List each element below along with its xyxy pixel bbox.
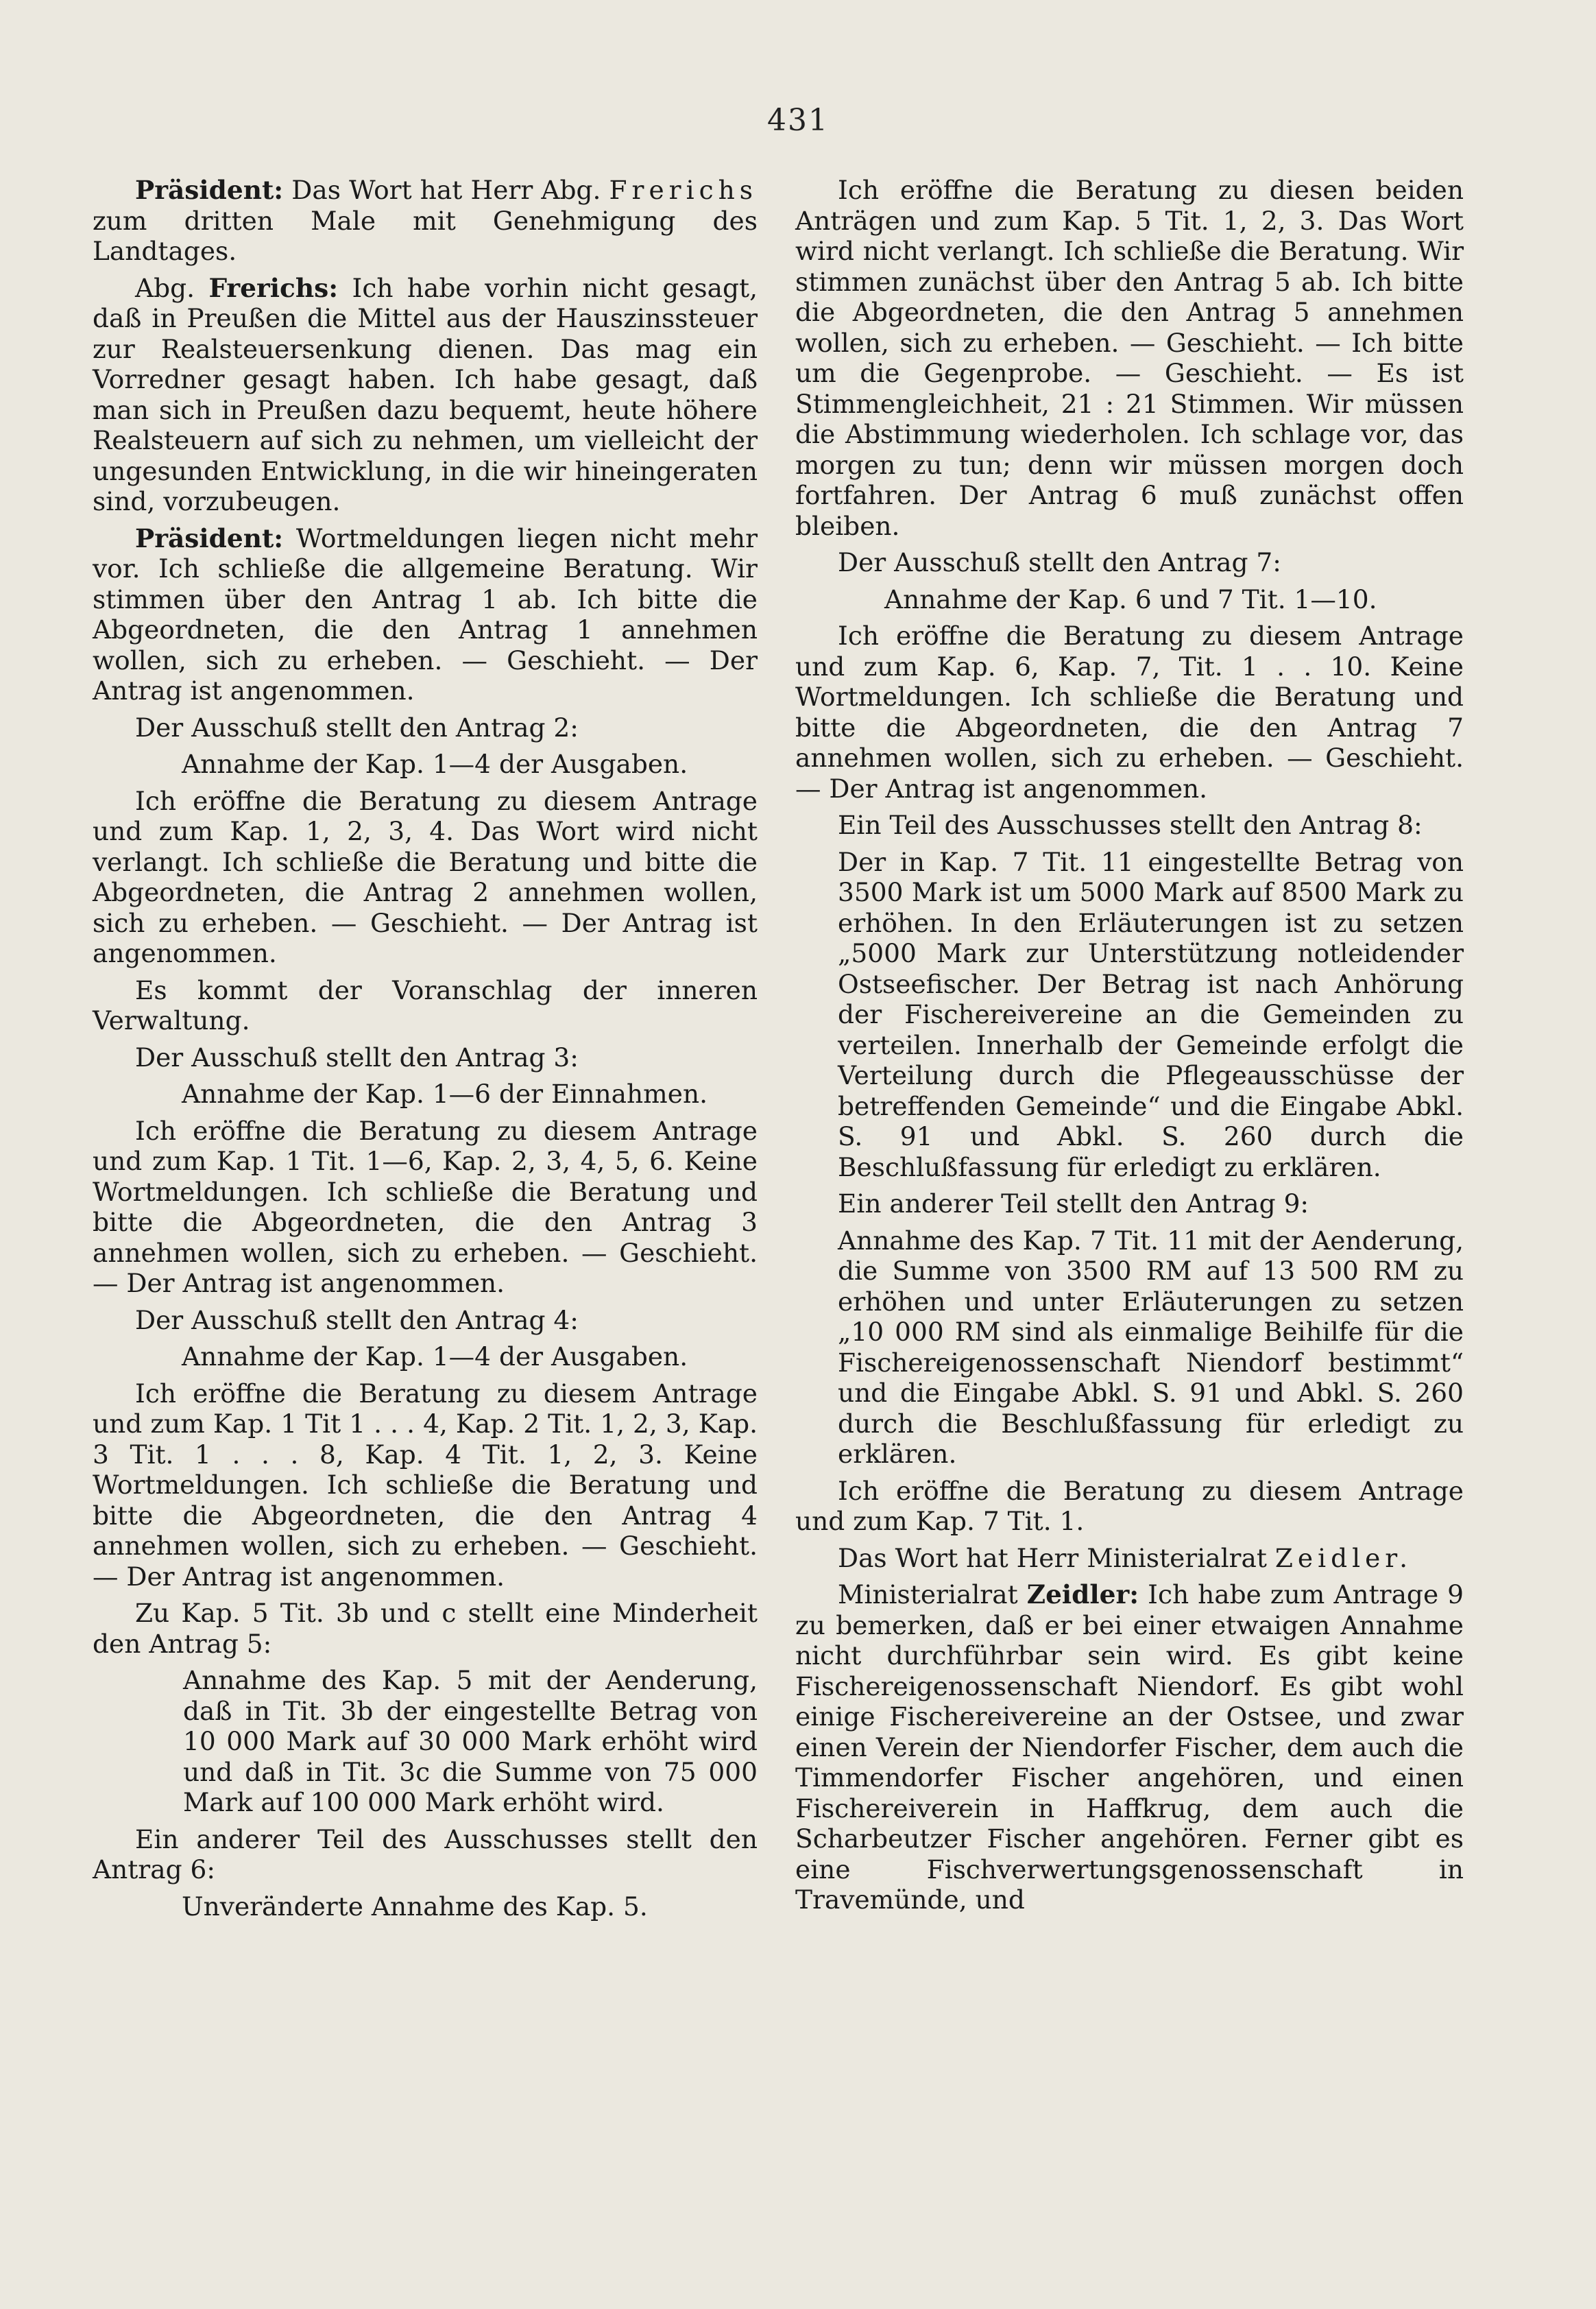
- motion-text: Annahme der Kap. 1—4 der Ausgaben.: [182, 749, 688, 779]
- left-column: [93, 175, 758, 1928]
- paragraph: Es kommt der Voranschlag der inneren Verwaltung.: [93, 974, 758, 1036]
- paragraph: Ich eröffne die Beratung zu diesen beiden Anträgen und zum Kap. 5 Tit. 1, 2, 3. Das Wort wird nicht verlangt. Ich schließe die Beratung. Wir stimmen zunächst über den Antrag 5 ab. Ich bitte die Abgeordneten, die den Antrag 5 annehmen wollen, sich zu erheben. — Geschieht. — Ich bitte um die Gegenprobe. — Geschieht. — Es ist Stimmengleichheit, 21 : 21 Stimmen. Wir müssen die Abstimmung wiederholen. Ich schlage vor, das morgen zu tun; denn wir müssen morgen doch fortfahren. Der Antrag 6 muß zunächst offen bleiben.: [795, 175, 1464, 541]
- motion-text: Unveränderte Annahme des Kap. 5.: [182, 1891, 648, 1922]
- paragraph: Präsident: Wortmeldungen liegen nicht mehr vor. Ich schließe die allgemeine Beratung. Wir stimmen über den Antrag 1 ab. Ich bitte die Abgeordneten, die den Antrag 1 annehmen wollen, sich zu erheben. — Geschieht. — Der Antrag ist angenommen.: [93, 523, 758, 706]
- motion-text: Annahme der Kap. 1—4 der Ausgaben.: [182, 1341, 688, 1372]
- paragraph: Ein anderer Teil des Ausschusses stellt den Antrag 6:: [93, 1823, 758, 1885]
- speaker-label: Frerichs:: [208, 272, 339, 303]
- paragraph: Der Ausschuß stellt den Antrag 2:: [135, 712, 579, 743]
- paragraph: Der Ausschuß stellt den Antrag 3:: [135, 1042, 579, 1073]
- right-column: [795, 175, 1464, 1922]
- paragraph: Ich eröffne die Beratung zu diesem Antrage und zum Kap. 7 Tit. 1.: [795, 1475, 1464, 1536]
- speaker-name: Frerichs: [609, 175, 758, 205]
- motion-text: Annahme der Kap. 6 und 7 Tit. 1—10.: [884, 584, 1377, 614]
- paragraph: Ich eröffne die Beratung zu diesem Antrage und zum Kap. 1 Tit 1 . . . 4, Kap. 2 Tit. 1, 2, 3, Kap. 3 Tit. 1 . . . 8, Kap. 4 Tit. 1, 2, 3. Keine Wortmeldungen. Ich schließe die Beratung und bitte die Abgeordneten, die den Antrag 4 annehmen wollen, sich zu erheben. — Geschieht. — Der Antrag ist angenommen.: [93, 1378, 758, 1592]
- speaker-name: Zeidler.: [1274, 1542, 1413, 1573]
- paragraph: Ich eröffne die Beratung zu diesem Antrage und zum Kap. 1, 2, 3, 4. Das Wort wird nicht verlangt. Ich schließe die Beratung und bitte die Abgeordneten, die Antrag 2 annehmen wollen, sich zu erheben. — Geschieht. — Der Antrag ist angenommen.: [93, 785, 758, 968]
- speaker-label: Präsident:: [135, 523, 284, 553]
- motion-text: Annahme der Kap. 1—6 der Einnahmen.: [182, 1079, 708, 1109]
- motion-text: Annahme des Kap. 7 Tit. 11 mit der Aenderung, die Summe von 3500 RM auf 13 500 RM zu erhöhen und unter Erläuterungen zu setzen „10 000 RM sind als einmalige Beihilfe für die Fischereigenossenschaft Niendorf bestimmt“ und die Eingabe Abkl. S. 91 und Abkl. S. 260 durch die Beschlußfassung für erledigt zu erklären.: [838, 1225, 1464, 1469]
- speaker-label: Präsident:: [135, 175, 284, 205]
- paragraph: Ich eröffne die Beratung zu diesem Antrage und zum Kap. 1 Tit. 1—6, Kap. 2, 3, 4, 5, 6. Keine Wortmeldungen. Ich schließe die Beratung und bitte die Abgeordneten, die den Antrag 3 annehmen wollen, sich zu erheben. — Geschieht. — Der Antrag ist angenommen.: [93, 1115, 758, 1298]
- paragraph: Zu Kap. 5 Tit. 3b und c stellt eine Minderheit den Antrag 5:: [93, 1598, 758, 1659]
- paragraph: Ministerialrat Zeidler: Ich habe zum Antrage 9 zu bemerken, daß er bei einer etwaigen Annahme nicht durchführbar sein wird. Es gibt keine Fischereigenossenschaft Niendorf. Es gibt wohl einige Fischereivereine an der Ostsee, und zwar einen Verein der Niendorfer Fischer, dem auch die Timmendorfer Fischer angehören, und einen Fischereiverein in Haffkrug, dem auch die Scharbeutzer Fischer angehören. Ferner gibt es eine Fischverwertungsgenossenschaft in Travemünde, und: [795, 1579, 1464, 1915]
- motion-text: Der in Kap. 7 Tit. 11 eingestellte Betrag von 3500 Mark ist um 5000 Mark auf 8500 Mark zu erhöhen. In den Erläuterungen ist zu setzen „5000 Mark zur Unterstützung notleidender Ostseefischer. Der Betrag ist nach Anhörung der Fischereivereine an die Gemeinden zu verteilen. Innerhalb der Gemeinde erfolgt die Verteilung durch die Pflegeausschüsse der betreffenden Gemeinde“ und die Eingabe Abkl. S. 91 und Abkl. S. 260 durch die Beschlußfassung für erledigt zu erklären.: [838, 846, 1464, 1182]
- paragraph: Präsident: Das Wort hat Herr Abg. Frerichs zum dritten Male mit Genehmigung des Landtages.: [93, 175, 758, 266]
- paragraph: Ein Teil des Ausschusses stellt den Antrag 8:: [838, 810, 1423, 840]
- paragraph: Das Wort hat Herr Ministerialrat Zeidler.: [838, 1542, 1413, 1573]
- page-number: 431: [767, 103, 829, 138]
- paragraph: Der Ausschuß stellt den Antrag 7:: [838, 547, 1281, 577]
- speaker-label: Zeidler:: [1026, 1579, 1139, 1610]
- paragraph: Ein anderer Teil stellt den Antrag 9:: [838, 1188, 1309, 1219]
- motion-text: Annahme des Kap. 5 mit der Aenderung, daß in Tit. 3b der eingestellte Betrag von 10 000 Mark auf 30 000 Mark erhöht wird und daß in Tit. 3c die Summe von 75 000 Mark auf 100 000 Mark erhöht wird.: [183, 1665, 758, 1817]
- paragraph: Ich eröffne die Beratung zu diesem Antrage und zum Kap. 6, Kap. 7, Tit. 1 . . 10. Keine Wortmeldungen. Ich schließe die Beratung und bitte die Abgeordneten, die den Antrag 7 annehmen wollen, sich zu erheben. — Geschieht. — Der Antrag ist angenommen.: [795, 621, 1464, 804]
- paragraph: Der Ausschuß stellt den Antrag 4:: [135, 1304, 579, 1335]
- paragraph: Abg. Frerichs: Ich habe vorhin nicht gesagt, daß in Preußen die Mittel aus der Hauszinssteuer zur Realsteuersenkung dienen. Das mag ein Vorredner gesagt haben. Ich habe gesagt, daß man sich in Preußen dazu bequemt, heute höhere Realsteuern auf sich zu nehmen, um vielleicht der ungesunden Entwicklung, in die wir hineingeraten sind, vorzubeugen.: [93, 272, 758, 516]
